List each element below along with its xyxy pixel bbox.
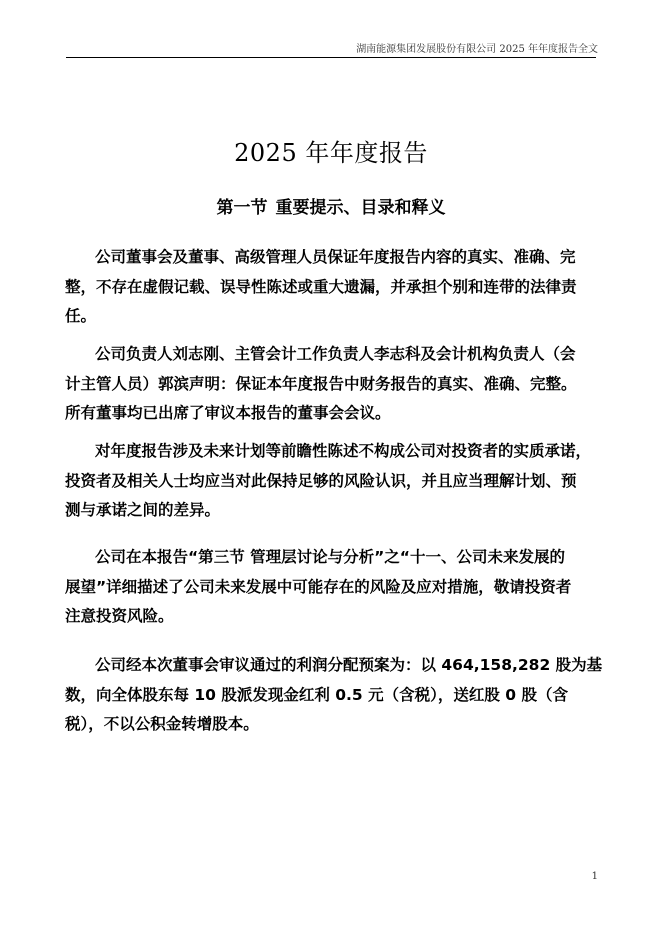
paragraph-line: 展望”详细描述了公司未来发展中可能存在的风险及应对措施，敬请投资者	[65, 577, 572, 596]
section-heading	[0, 193, 662, 218]
running-header: 湖南能源集团发展股份有限公司 2025 年年度报告全文	[356, 44, 598, 55]
paragraph-line: 整，不存在虚假记载、误导性陈述或重大遗漏，并承担个别和连带的法律责	[65, 277, 577, 296]
paragraph-line: 公司在本报告“第三节 管理层讨论与分析”之“十一、公司未来发展的	[95, 548, 565, 566]
paragraph-line: 税），不以公积金转增股本。	[65, 715, 259, 733]
notice-paragraph-2	[65, 340, 581, 429]
section-number: 第一节	[216, 198, 268, 218]
notice-paragraph-1	[65, 243, 581, 332]
paragraph-line: 计主管人员）郭滨声明：保证本年度报告中财务报告的真实、准确、完整。	[65, 374, 577, 393]
paragraph-line: 所有董事均已出席了审议本报告的董事会会议。	[65, 404, 391, 422]
notice-paragraph-5	[65, 651, 603, 740]
header-divider	[66, 57, 596, 58]
page-number: 1	[591, 871, 598, 882]
paragraph-line: 对年度报告涉及未来计划等前瞻性陈述不构成公司对投资者的实质承诺，	[95, 442, 592, 460]
notice-paragraph-4	[65, 543, 581, 632]
paragraph-line: 公司负责人刘志刚、主管会计工作负责人李志科及会计机构负责人（会	[95, 345, 576, 363]
paragraph-line: 任。	[65, 307, 97, 325]
report-title: 2025 年年度报告	[234, 139, 428, 167]
section-title: 重要提示、目录和释义	[275, 198, 446, 218]
paragraph-line: 数，向全体股东每 10 股派发现金红利 0.5 元（含税），送红股 0 股（含	[65, 685, 568, 704]
notice-paragraph-3	[65, 437, 592, 526]
paragraph-line: 注意投资风险。	[65, 607, 174, 625]
paragraph-line: 投资者及相关人士均应当对此保持足够的风险认识，并且应当理解计划、预	[65, 471, 577, 490]
paragraph-line: 公司经本次董事会审议通过的利润分配预案为：以 464,158,282 股为基	[95, 656, 603, 674]
paragraph-line: 公司董事会及董事、高级管理人员保证年度报告内容的真实、准确、完	[95, 248, 576, 266]
paragraph-line: 测与承诺之间的差异。	[65, 501, 221, 519]
